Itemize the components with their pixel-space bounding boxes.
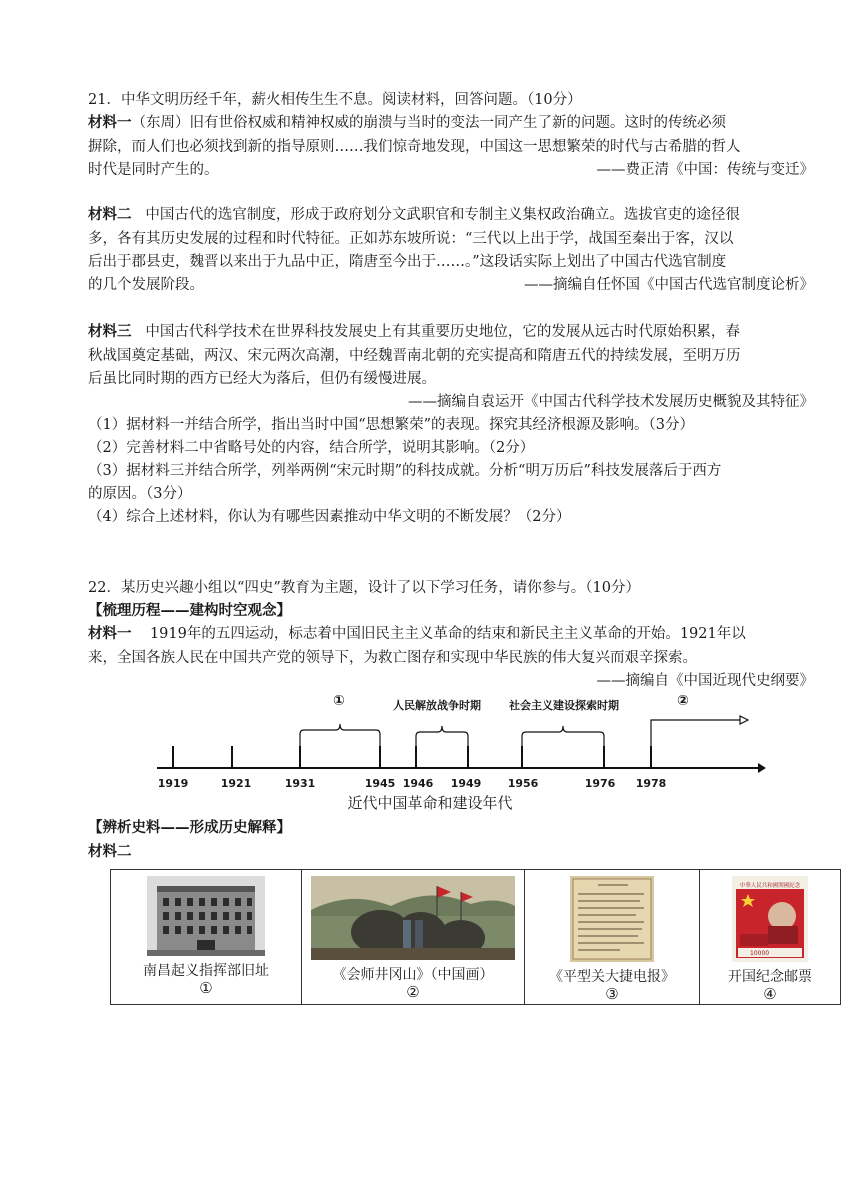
q21-material2-line3: 后出于郡县吏，魏晋以来出于九品中正，隋唐至今出于……。”这段话实际上划出了中国古代选官制度 (88, 254, 727, 270)
material2-picture-table (110, 869, 841, 1005)
q21-material3-text1: 中国古代科学技术在世界科技发展史上有其重要历史地位，它的发展从远古时代原始积累，春 (145, 324, 740, 340)
arrow-period-4 (651, 720, 740, 746)
q21-subquestion-2: （2）完善材料二中省略号处的内容，结合所学，说明其影响。（2分） (88, 440, 535, 456)
year-label: 1949 (450, 777, 482, 790)
year-label: 1919 (157, 777, 189, 790)
q21-subquestion-3-line2: 的原因。（3分） (88, 486, 192, 502)
q21-material3-label: 材料三 (88, 324, 132, 340)
q22-section-heading-1: 【梳理历程——建构时空观念】 (88, 603, 291, 619)
bracket-period-3 (522, 726, 604, 746)
q21-material1-line3: 时代是同时产生的。 (88, 162, 219, 178)
q21-material2-text1: 中国古代的选官制度，形成于政府划分文武职官和专制主义集权政治确立。选拔官吏的途径很 (145, 207, 740, 223)
q22-title: 22．某历史兴趣小组以“四史”教育为主题，设计了以下学习任务，请你参与。（10分） (88, 580, 640, 596)
picture-number: ① (199, 979, 213, 997)
stamp-value-text: 10000 (750, 950, 770, 957)
building-photo (147, 876, 265, 956)
q21-material2-line1 (88, 203, 818, 227)
q21-material1-line2: 摒除，而人们也必须找到新的指导原则……我们惊奇地发现，中国这一思想繁荣的时代与古希腊的哲人 (88, 139, 741, 155)
q21-subquestion-1: （1）据材料一并结合所学，指出当时中国“思想繁荣”的表现。探究其经济根源及影响。（3分） (88, 417, 695, 433)
q21-material2-label: 材料二 (88, 207, 132, 223)
picture-caption: 开国纪念邮票 (728, 969, 812, 985)
q22-material1-line1 (88, 622, 818, 646)
picture-cell-3 (525, 870, 700, 1005)
picture-cell-2 (302, 870, 525, 1005)
timeline-label-4: ② (677, 693, 689, 709)
q21-title: 21．中华文明历经千年，薪火相传生生不息。阅读材料，回答问题。（10分） (88, 92, 582, 108)
q21-material1-label: 材料一 (88, 115, 132, 131)
picture-caption: 《平型关大捷电报》 (549, 969, 675, 985)
q22-material1-source: ——摘编自《中国近现代史纲要》 (596, 673, 814, 689)
q21-material3-line1 (88, 320, 818, 344)
picture-caption: 《会师井冈山》（中国画） (332, 967, 494, 983)
year-label: 1921 (220, 777, 252, 790)
bracket-period-2 (416, 726, 468, 746)
q21-material2-line2: 多，各有其历史发展的过程和时代特征。正如苏东坡所说：“三代以上出于学，战国至秦出于客，汉以 (88, 231, 734, 247)
year-label: 1931 (284, 777, 316, 790)
q22-section-heading-2: 【辨析史料——形成历史解释】 (88, 820, 291, 836)
timeline-label-2: 人民解放战争时期 (393, 699, 481, 712)
q21-material1-text1: （东周）旧有世俗权威和精神权威的崩溃与当时的变法一同产生了新的问题。这时的传统必须 (131, 115, 726, 131)
stamp-image (732, 876, 808, 962)
q22-material1-text1: 1919年的五四运动，标志着中国旧民主主义革命的结束和新民主主义革命的开始。1921年以 (149, 626, 746, 642)
q21-material2-line4: 的几个发展阶段。 (88, 277, 204, 293)
timeline-caption: 近代中国革命和建设年代 (347, 794, 513, 812)
q21-material3-line2: 秋战国奠定基础，两汉、宋元两次高潮，中经魏晋南北朝的充实提高和隋唐五代的持续发展，至明万历 (88, 348, 741, 364)
year-label: 1946 (402, 777, 434, 790)
picture-number: ④ (763, 985, 777, 1003)
painting-image (311, 876, 515, 960)
timeline-label-1: ① (333, 693, 345, 709)
timeline-arrow-icon (758, 763, 766, 773)
timeline-ticks (173, 746, 651, 768)
picture-number: ③ (605, 985, 619, 1003)
q22-material2-label: 材料二 (88, 844, 132, 860)
year-label: 1978 (635, 777, 667, 790)
year-label: 1956 (507, 777, 539, 790)
period-4-arrow-icon (740, 716, 748, 724)
q21-material3-source: ——摘编自袁运开《中国古代科学技术发展历史概貌及其特征》 (408, 394, 814, 410)
stamp-header-text: 中華人民共和國開國紀念 (739, 883, 801, 889)
picture-cell-4 (700, 870, 841, 1005)
bracket-period-1 (300, 724, 380, 746)
year-label: 1945 (364, 777, 396, 790)
q21-subquestion-4: （4）综合上述材料，你认为有哪些因素推动中华文明的不断发展？（2分） (88, 509, 571, 525)
telegram-document-image (570, 876, 654, 962)
picture-cell-1 (111, 870, 302, 1005)
q22-material1-line2: 来，全国各族人民在中国共产党的领导下，为救亡图存和实现中华民族的伟大复兴而艰辛探索。 (88, 650, 697, 666)
year-label: 1976 (584, 777, 616, 790)
q21-material3-line3: 后虽比同时期的西方已经大为落后，但仍有缓慢进展。 (88, 371, 436, 387)
q21-material2-source: ——摘编自任怀国《中国古代选官制度论析》 (524, 277, 814, 293)
q21-material1-source: ——费正清《中国：传统与变迁》 (596, 162, 814, 178)
picture-number: ② (406, 983, 420, 1001)
timeline-label-3: 社会主义建设探索时期 (509, 699, 619, 712)
q22-material1-label: 材料一 (88, 626, 132, 642)
q21-subquestion-3-line1: （3）据材料三并结合所学，列举两例“宋元时期”的科技成就。分析“明万历后”科技发展落后于西方 (88, 463, 722, 479)
q21-material1-line1 (88, 111, 818, 135)
picture-caption: 南昌起义指挥部旧址 (143, 963, 269, 979)
